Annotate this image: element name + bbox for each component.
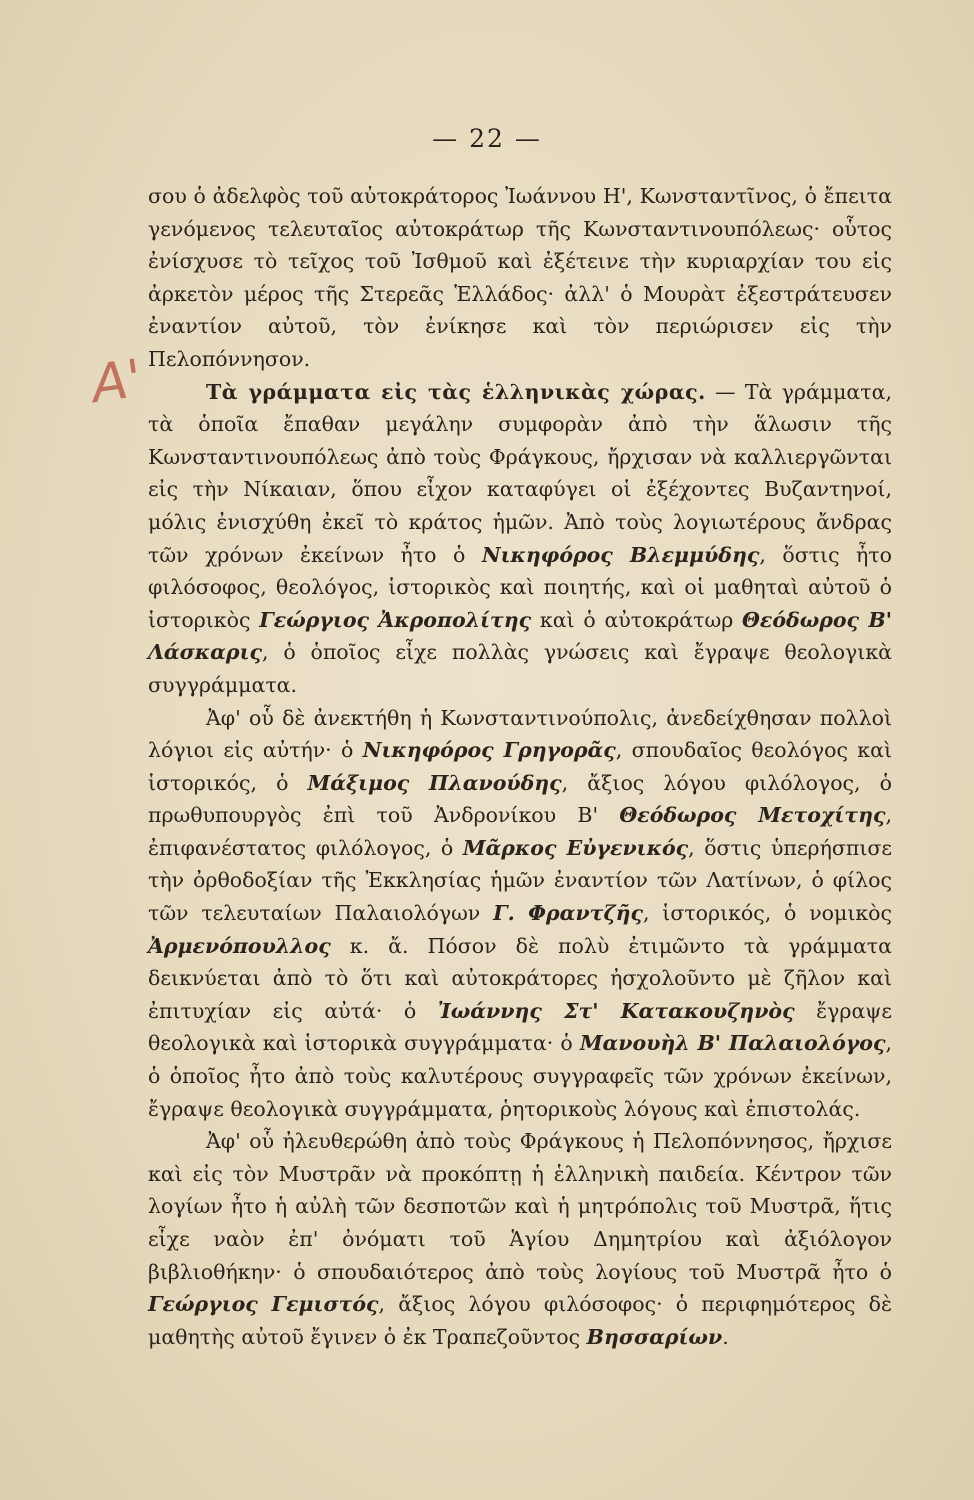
person-name: Νικηφόρος Βλεμμύδης: [481, 542, 760, 567]
text-run: , ὅστις ὑπερήσπισε τὴν ὀρθοδοξίαν τῆς Ἐκκλησίας ἡμῶν ἐναντίον τῶν Λατίνων, ὁ φίλος τῶν τελευταίων Παλαιολόγων: [148, 835, 892, 926]
text-run: , σπουδαῖος θεολόγος καὶ ἱστορικός, ὁ: [148, 738, 892, 795]
text-run: κ. ἄ. Πόσον δὲ πολὺ ἐτιμῶντο τὰ γράμματα δεικνύεται ἀπὸ τὸ ὅτι καὶ αὐτοκράτορες ἠσχολοῦντο μὲ ζῆλον καὶ ἐπιτυχίαν εἰς αὐτά· ὁ: [148, 933, 892, 1023]
text-run: ἔγραψε θεολογικὰ καὶ ἱστορικὰ συγγράμματα· ὁ: [148, 998, 892, 1056]
person-name: Νικηφόρος Γρηγορᾶς: [362, 738, 616, 763]
person-name: Θεόδωρος Μετοχίτης: [619, 803, 886, 828]
text-run: , ἐπιφανέστατος φιλόλογος, ὁ: [148, 803, 892, 860]
text-run: — Τὰ γράμματα, τὰ ὁποῖα ἔπαθαν μεγάλην συμφορὰν ἀπὸ τὴν ἅλωσιν τῆς Κωνσταντινουπόλεως ἀπὸ τοὺς Φράγκους, ἤρχισαν νὰ καλλιεργῶνται εἰς τὴν Νίκαιαν, ὅπου εἶχον καταφύγει οἱ ἐξέχοντες Βυζαντηνοί, μόλις ἐνισχύθη ἐκεῖ τὸ κράτος ἡμῶν. Ἀπὸ τοὺς λογιωτέρους ἄνδρας τῶν χρόνων ἐκείνων ἦτο ὁ: [148, 379, 892, 567]
section-heading: Τὰ γράμματα εἰς τὰς ἑλληνικὰς χώρας.: [206, 379, 706, 404]
text-run: , ἄξιος λόγου φιλόσοφος· ὁ περιφημότερος δὲ μαθητὴς αὐτοῦ ἔγινεν ὁ ἐκ Τραπεζοῦντος: [148, 1292, 893, 1349]
person-name: Ἰωάννης Στ' Κατακουζηνὸς: [437, 998, 795, 1023]
paragraph-2: [148, 376, 892, 702]
person-name: Θεόδωρος Β' Λάσκαρις: [148, 607, 892, 665]
text-run: σου ὁ ἀδελφὸς τοῦ αὐτοκράτορος Ἰωάννου Η', Κωνσταντῖνος, ὁ ἔπειτα γενόμενος τελευταῖος αὐτοκράτωρ τῆς Κωνσταντινουπόλεως· οὗτος ἐνίσχυσε τὸ τεῖχος τοῦ Ἰσθμοῦ καὶ ἐξέτεινε τὴν κυριαρχίαν του εἰς ἀρκετὸν μέρος τῆς Στερεᾶς Ἑλλάδος· ἀλλ' ὁ Μουρὰτ ἐξεστράτευσεν ἐναντίον αὐτοῦ, τὸν ἐνίκησε καὶ τὸν περιώρισεν εἰς τὴν Πελοπόννησον.: [148, 184, 892, 371]
person-name: Ἀρμενόπουλλος: [148, 933, 331, 958]
text-run: Ἀφ' οὗ ἠλευθερώθη ἀπὸ τοὺς Φράγκους ἡ Πελοπόννησος, ἤρχισε καὶ εἰς τὸν Μυστρᾶν νὰ προκόπτῃ ἡ ἑλληνικὴ παιδεία. Κέντρον τῶν λογίων ἦτο ἡ αὐλὴ τῶν δεσποτῶν καὶ ἡ μητρόπολις τοῦ Μυστρᾶ, ἥτις εἶχε ναὸν ἐπ' ὀνόματι τοῦ Ἁγίου Δημητρίου καὶ ἀξιόλογον βιβλιοθήκην· ὁ σπουδαιότερος ἀπὸ τοὺς λογίους τοῦ Μυστρᾶ ἦτο ὁ: [148, 1129, 892, 1284]
person-name: Γ. Φραντζῆς: [493, 901, 643, 926]
text-run: .: [722, 1324, 729, 1349]
text-run: , ὅστις ἦτο φιλόσοφος, θεολόγος, ἱστορικὸς καὶ ποιητής, καὶ οἱ μαθηταὶ αὐτοῦ ὁ ἱστορικὸς: [148, 542, 893, 632]
text-run: Ἀφ' οὗ δὲ ἀνεκτήθη ἡ Κωνσταντινούπολις, ἀνεδείχθησαν πολλοὶ λόγιοι εἰς αὐτήν· ὁ: [148, 705, 892, 763]
text-run: , ἱστορικός, ὁ νομικὸς: [642, 901, 892, 926]
page-number: — 22 —: [432, 124, 542, 153]
person-name: Μανουὴλ Β' Παλαιολόγος: [579, 1031, 886, 1056]
text-run: , ὁ ὁποῖος ἦτο ἀπὸ τοὺς καλυτέρους συγγραφεῖς τῶν χρόνων ἐκείνων, ἔγραψε θεολογικὰ συγγράμματα, ῥητορικοὺς λόγους καὶ ἐπιστολάς.: [148, 1031, 892, 1121]
person-name: Μάξιμος Πλανούδης: [307, 770, 562, 795]
paragraph-1: [148, 180, 892, 376]
person-name: Μᾶρκος Εὐγενικός: [462, 835, 689, 860]
text-run: , ἄξιος λόγου φιλόλογος, ὁ πρωθυπουργὸς ἐπὶ τοῦ Ἀνδρονίκου Β': [148, 770, 892, 828]
text-run: , ὁ ὁποῖος εἶχε πολλὰς γνώσεις καὶ ἔγραψε θεολογικὰ συγγράμματα.: [148, 640, 892, 697]
body-text: [148, 180, 892, 1353]
person-name: Γεώργιος Γεμιστός: [148, 1292, 379, 1317]
margin-annotation: Α': [88, 348, 146, 416]
paragraph-4: [148, 1125, 892, 1353]
person-name: Γεώργιος Ἀκροπολίτης: [259, 607, 532, 632]
text-run: καὶ ὁ αὐτοκράτωρ: [531, 607, 743, 632]
paragraph-3: [148, 702, 892, 1126]
person-name: Βησσαρίων: [586, 1324, 723, 1349]
